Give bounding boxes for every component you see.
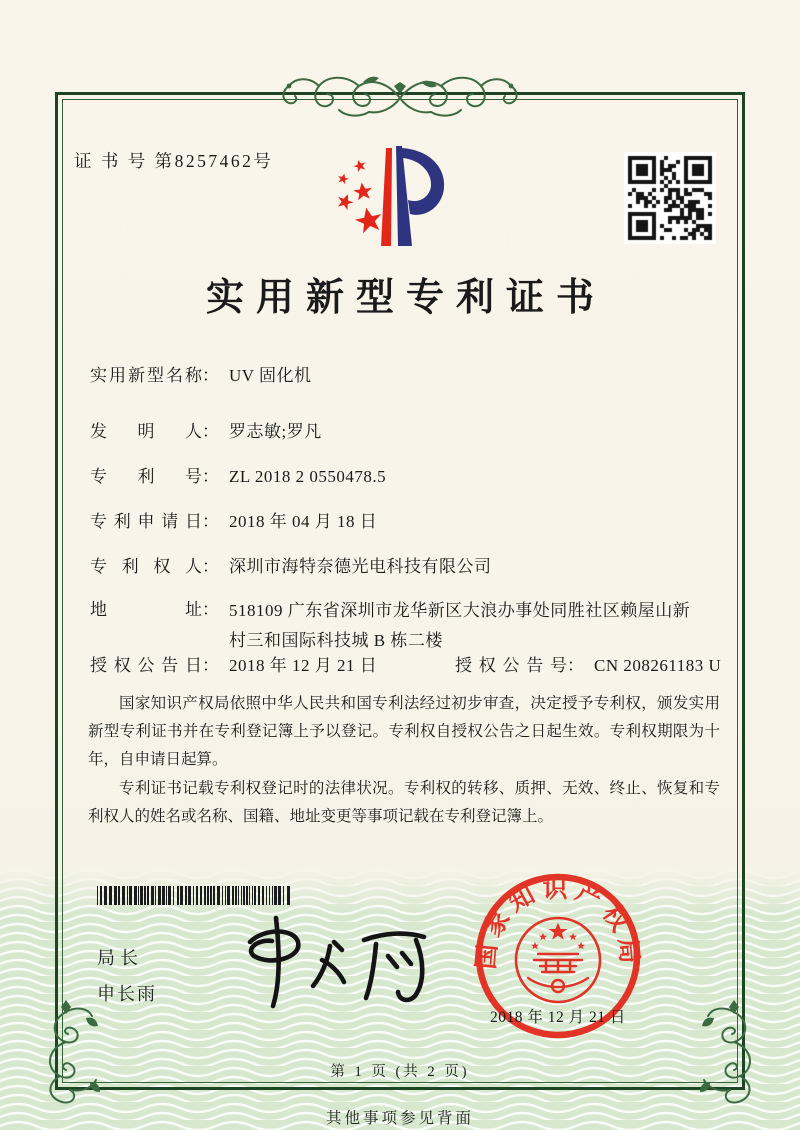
colon: ： <box>202 512 219 531</box>
shen-changyu-signature <box>218 908 433 1018</box>
field-value: 2018 年 04 月 18 日 <box>229 512 378 531</box>
field-value: ZL 2018 2 0550478.5 <box>229 467 387 486</box>
bottom-left-scroll-ornament <box>26 998 106 1115</box>
field-row-address <box>90 596 691 656</box>
seal-ring-text: 国家知识产权局 <box>472 875 644 971</box>
cnipa-patent-logo-icon <box>330 142 452 259</box>
field-label: 专利申请日 <box>90 512 202 531</box>
colon: ： <box>202 656 219 675</box>
seal-date: 2018 年 12 月 21 日 <box>490 1009 626 1026</box>
cnipa-red-seal <box>472 870 648 1051</box>
colon: ： <box>202 467 219 486</box>
field-row-patent-no <box>90 463 386 490</box>
field-row-patentee <box>90 553 492 580</box>
field-row-inventor <box>90 418 322 445</box>
colon: ： <box>202 557 219 576</box>
field-value: 2018 年 12 月 21 日 <box>229 656 378 675</box>
field-label: 实用新型名称 <box>90 366 202 385</box>
field-row-filing-date <box>90 508 377 535</box>
certificate-number: 证 书 号 第8257462号 <box>74 151 274 171</box>
colon: ： <box>202 422 219 441</box>
bottom-right-scroll-ornament <box>694 998 774 1115</box>
qr-code <box>624 152 716 244</box>
legal-text-block <box>88 690 720 831</box>
field-row-name <box>90 362 312 389</box>
colon: ： <box>567 656 584 675</box>
legal-paragraph-1: 国家知识产权局依照中华人民共和国专利法经过初步审查，决定授予专利权，颁发实用新型专利证书并在专利登记簿上予以登记。专利权自授权公告之日起生效。专利权期限为十年，自申请日起算。 <box>88 695 720 769</box>
field-label: 授权公告号 <box>455 656 567 675</box>
colon: ： <box>202 600 219 619</box>
field-label: 专利权人 <box>90 557 202 576</box>
field-value: UV 固化机 <box>229 366 312 385</box>
barcode <box>97 886 295 905</box>
page-number: 第 1 页 (共 2 页) <box>330 1064 470 1080</box>
signer-name: 申长雨 <box>97 984 157 1004</box>
field-label: 发明人 <box>90 422 202 441</box>
field-row-grant-no <box>455 652 721 679</box>
back-side-note: 其他事项参见背面 <box>325 1110 474 1127</box>
legal-paragraph-2: 专利证书记载专利权登记时的法律状况。专利权的转移、质押、无效、终止、恢复和专利权人的姓名或名称、国籍、地址变更等事项记载在专利登记簿上。 <box>88 779 720 825</box>
field-label: 授权公告日 <box>90 656 202 675</box>
field-value: 深圳市海特奈德光电科技有限公司 <box>229 557 492 576</box>
field-value: CN 208261183 U <box>594 656 722 675</box>
field-label: 专利号 <box>90 467 202 486</box>
top-scroll-ornament <box>275 64 525 125</box>
svg-text:国家知识产权局 <box>472 875 644 970</box>
field-label: 地址 <box>90 600 202 619</box>
field-value: 罗志敏;罗凡 <box>229 422 322 441</box>
field-value: 518109 广东省深圳市龙华新区大浪办事处同胜社区赖屋山新村三和国际科技城 B 栋二楼 <box>229 601 691 650</box>
field-row-grant-date <box>90 652 377 679</box>
signer-title: 局长 <box>97 948 143 968</box>
colon: ： <box>202 366 219 385</box>
certificate-title: 实用新型专利证书 <box>205 277 606 319</box>
